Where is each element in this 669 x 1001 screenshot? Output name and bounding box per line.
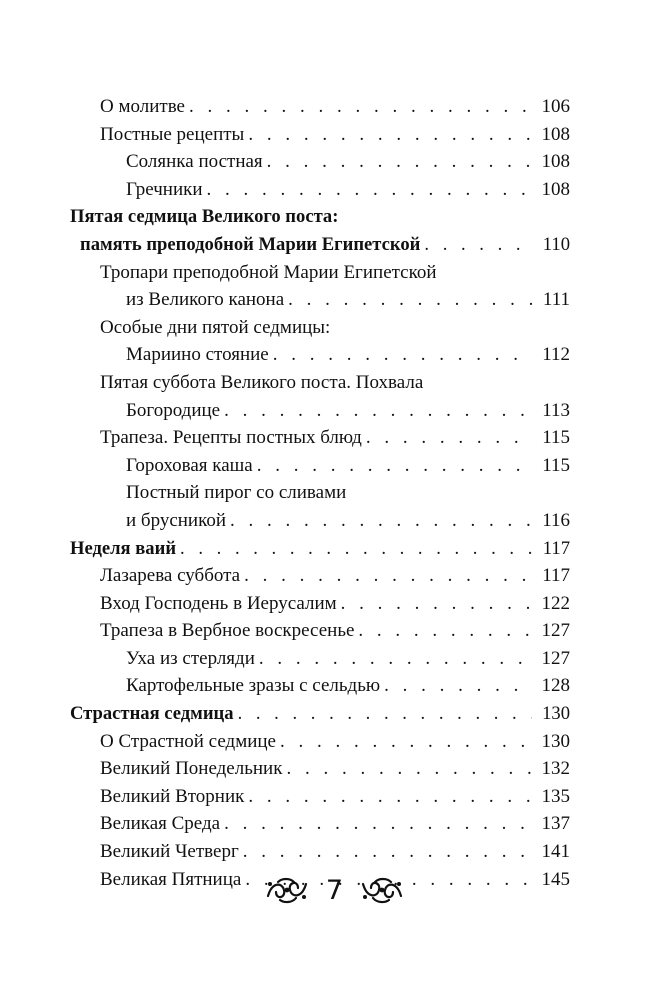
dot-leader bbox=[273, 341, 532, 369]
page-footer bbox=[0, 868, 669, 912]
toc-entry bbox=[70, 617, 570, 645]
toc-entry-page-number: 117 bbox=[542, 565, 570, 587]
toc-entry-title: Трапеза в Вербное воскресенье bbox=[100, 620, 355, 642]
toc-entry-page-number: 122 bbox=[541, 592, 570, 614]
toc-entry bbox=[70, 231, 570, 259]
toc-entry bbox=[70, 397, 570, 425]
toc-entry-page-number: 108 bbox=[541, 151, 570, 173]
dot-leader bbox=[248, 121, 532, 149]
toc-entry bbox=[70, 314, 570, 342]
toc-entry bbox=[70, 507, 570, 535]
toc-entry-title: Великий Четверг bbox=[100, 841, 239, 863]
toc-entry-title: Особые дни пятой седмицы: bbox=[100, 316, 331, 338]
toc-entry bbox=[70, 755, 570, 783]
toc-entry-title: Гороховая каша bbox=[126, 454, 253, 476]
dot-leader bbox=[286, 755, 532, 783]
toc-entry-page-number: 110 bbox=[542, 233, 570, 255]
toc-entry-title: Трапеза. Рецепты постных блюд bbox=[100, 427, 362, 449]
dot-leader bbox=[207, 176, 532, 204]
toc-entry-title: Мариино стояние bbox=[126, 344, 269, 366]
toc-entry-title: Великий Вторник bbox=[100, 785, 245, 807]
toc-entry-page-number: 145 bbox=[541, 868, 570, 890]
toc-entry-title: из Великого канона bbox=[126, 289, 285, 311]
toc-entry bbox=[70, 700, 570, 728]
floral-ornament-left-icon bbox=[264, 876, 310, 904]
toc-entry-title: Пятая седмица Великого поста: bbox=[70, 206, 339, 228]
toc-entry-page-number: 111 bbox=[542, 289, 570, 311]
toc-entry bbox=[70, 479, 570, 507]
dot-leader bbox=[384, 672, 532, 700]
toc-entry-page-number: 127 bbox=[541, 647, 570, 669]
toc-entry-title: Постные рецепты bbox=[100, 123, 245, 145]
toc-entry-title: Картофельные зразы с сельдью bbox=[126, 675, 381, 697]
toc-entry-page-number: 130 bbox=[542, 703, 570, 725]
toc-entry-title: О молитве bbox=[100, 96, 185, 117]
toc-entry-title: О Страстной седмице bbox=[100, 730, 276, 752]
toc-entry-title: Лазарева суббота bbox=[100, 565, 241, 587]
toc-entry-title: память преподобной Марии Египетской bbox=[80, 233, 421, 255]
dot-leader bbox=[224, 810, 532, 838]
toc-entry-page-number: 115 bbox=[542, 454, 570, 476]
toc-entry-page-number: 112 bbox=[542, 344, 570, 366]
toc-entry-title: Великая Пятница bbox=[100, 868, 242, 890]
toc-entry-page-number: 135 bbox=[541, 785, 570, 807]
toc-entry bbox=[70, 590, 570, 618]
toc-entry-title: Страстная седмица bbox=[70, 703, 234, 725]
toc-entry-page-number: 108 bbox=[541, 178, 570, 200]
dot-leader bbox=[358, 617, 532, 645]
toc-entry-title: Пятая суббота Великого поста. Похвала bbox=[100, 371, 424, 393]
toc-entry bbox=[70, 203, 570, 231]
toc-entry-title: Солянка постная bbox=[126, 151, 263, 173]
toc-entry bbox=[70, 645, 570, 673]
toc-entry-title: Богородице bbox=[126, 399, 221, 421]
toc-entry bbox=[70, 369, 570, 397]
toc-entry bbox=[70, 341, 570, 369]
dot-leader bbox=[257, 452, 532, 480]
toc-entry bbox=[70, 286, 570, 314]
dot-leader bbox=[267, 148, 532, 176]
dot-leader bbox=[424, 231, 532, 259]
dot-leader bbox=[243, 838, 532, 866]
toc-entry-title: и брусникой bbox=[126, 509, 227, 531]
toc-entry-page-number: 115 bbox=[542, 427, 570, 449]
toc-entry-page-number: 113 bbox=[542, 399, 570, 421]
toc-entry-title: Гречники bbox=[126, 178, 203, 200]
dot-leader bbox=[341, 590, 532, 618]
toc-entry bbox=[70, 424, 570, 452]
toc-entry-title: Вход Господень в Иерусалим bbox=[100, 592, 337, 614]
toc-entry-page-number: 128 bbox=[541, 675, 570, 697]
toc-entry bbox=[70, 452, 570, 480]
toc-entry-title: Постный пирог со сливами bbox=[126, 482, 347, 504]
toc-entry bbox=[70, 672, 570, 700]
toc-entry-title: Великая Среда bbox=[100, 813, 221, 835]
dot-leader bbox=[248, 783, 532, 811]
page-number: 7 bbox=[325, 874, 344, 906]
toc-entry bbox=[70, 121, 570, 149]
toc-entry-page-number: 116 bbox=[542, 509, 570, 531]
toc-entry bbox=[70, 728, 570, 756]
toc-entry bbox=[70, 783, 570, 811]
dot-leader bbox=[224, 397, 532, 425]
toc-entry-page-number: 137 bbox=[541, 813, 570, 835]
toc-entry bbox=[70, 810, 570, 838]
dot-leader bbox=[244, 562, 532, 590]
toc-entry-page-number: 132 bbox=[541, 758, 570, 780]
toc-entry-title: Великий Понедельник bbox=[100, 758, 283, 780]
toc-entry bbox=[70, 148, 570, 176]
dot-leader bbox=[238, 700, 532, 728]
dot-leader bbox=[230, 507, 532, 535]
toc-entry-page-number: 117 bbox=[542, 537, 570, 559]
dot-leader bbox=[180, 535, 532, 563]
toc-entry bbox=[70, 93, 570, 121]
toc-entry-title: Тропари преподобной Марии Египетской bbox=[100, 261, 437, 283]
dot-leader bbox=[280, 728, 532, 756]
toc-entry-page-number: 106 bbox=[541, 96, 570, 117]
toc-entry bbox=[70, 838, 570, 866]
toc-entry bbox=[70, 176, 570, 204]
floral-ornament-right-icon bbox=[359, 876, 405, 904]
dot-leader bbox=[288, 286, 532, 314]
dot-leader bbox=[366, 424, 532, 452]
toc-entry-page-number: 141 bbox=[541, 841, 570, 863]
dot-leader bbox=[189, 93, 532, 121]
toc-entry-page-number: 127 bbox=[541, 620, 570, 642]
table-of-contents bbox=[70, 93, 570, 893]
toc-entry-title: Уха из стерляди bbox=[126, 647, 255, 669]
toc-entry-page-number: 130 bbox=[541, 730, 570, 752]
toc-entry-page-number: 108 bbox=[541, 123, 570, 145]
toc-entry bbox=[70, 535, 570, 563]
toc-entry bbox=[70, 259, 570, 287]
toc-entry-title: Неделя ваий bbox=[70, 537, 177, 559]
toc-entry bbox=[70, 562, 570, 590]
dot-leader bbox=[259, 645, 532, 673]
